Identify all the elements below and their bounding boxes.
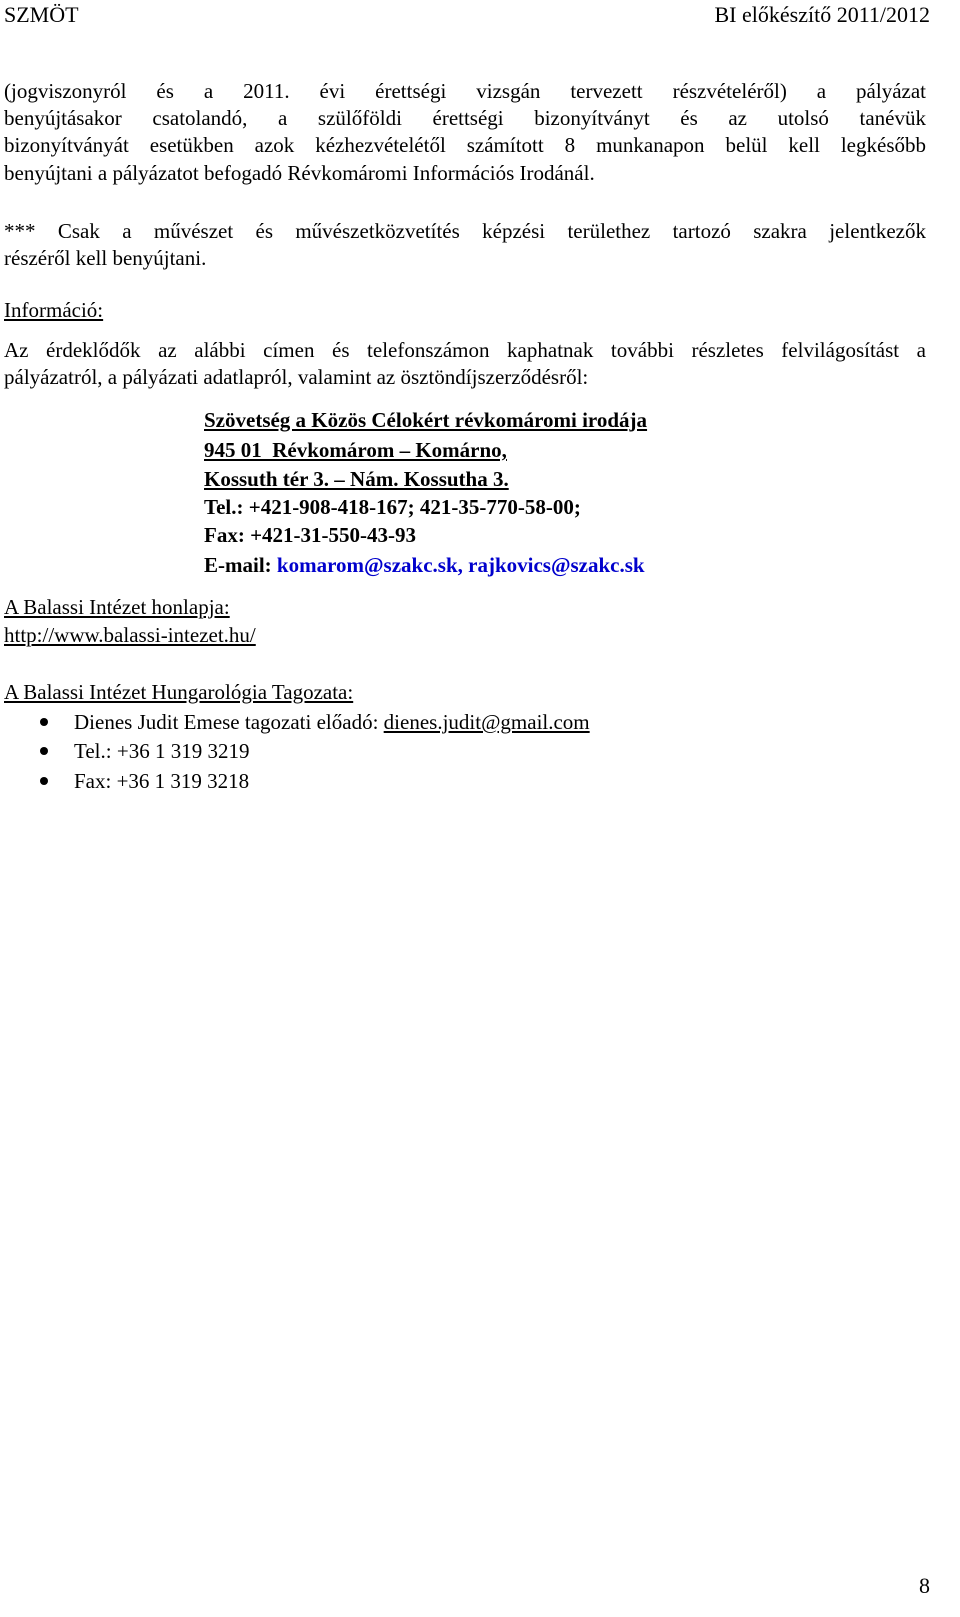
contact-email-link[interactable]: dienes.judit@gmail.com <box>383 710 590 734</box>
hungarology-heading: A Balassi Intézet Hungarológia Tagozata: <box>4 680 354 704</box>
office-fax: Fax: +421-31-550-43-93 <box>204 523 417 547</box>
info-line: Az érdeklődők az alábbi címen és telefonszámon kaphatnak további részletes felvilágosítást a <box>4 338 926 362</box>
office-email-label: E-mail: <box>204 553 277 577</box>
paragraph-line: benyújtani a pályázatot befogadó Révkomáromi Információs Irodánál. <box>4 161 595 185</box>
contact-phone: Tel.: +36 1 319 3219 <box>74 739 250 763</box>
note-line: *** Csak a művészet és művészetközvetítés képzési területhez tartozó szakra jelentkezők <box>4 219 926 243</box>
balassi-homepage-link[interactable]: http://www.balassi-intezet.hu/ <box>4 623 256 647</box>
office-postal: 945 01 Révkomárom – Komárno, <box>204 438 507 462</box>
note-line: részéről kell benyújtani. <box>4 246 207 270</box>
info-heading: Információ: <box>4 298 104 322</box>
office-email-link[interactable]: komarom@szakc.sk, rajkovics@szakc.sk <box>276 553 645 577</box>
office-phone: Tel.: +421-908-418-167; 421-35-770-58-00; <box>204 495 581 519</box>
paragraph-line: bizonyítványát esetükben azok kézhezvételétől számított 8 munkanapon belül kell legkésőbb <box>4 133 926 157</box>
contact-fax: Fax: +36 1 319 3218 <box>74 769 250 793</box>
page-number: 8 <box>919 1573 930 1598</box>
balassi-homepage-heading: A Balassi Intézet honlapja: <box>4 595 230 619</box>
list-item <box>40 709 590 735</box>
header-left-title: SZMÖT <box>4 2 79 27</box>
header-right-title: BI előkészítő 2011/2012 <box>714 2 930 27</box>
office-email-row <box>204 552 645 578</box>
paragraph-line: benyújtásakor csatolandó, a szülőföldi érettségi bizonyítványt és az utolsó tanévük <box>4 106 926 130</box>
office-street: Kossuth tér 3. – Nám. Kossutha 3. <box>204 467 509 491</box>
office-name: Szövetség a Közös Célokért révkomáromi irodája <box>204 408 648 432</box>
contact-prefix: Dienes Judit Emese tagozati előadó: <box>74 710 384 734</box>
bullet-icon <box>40 777 48 785</box>
paragraph-line: (jogviszonyról és a 2011. évi érettségi vizsgán tervezett részvételéről) a pályázat <box>4 79 926 103</box>
bullet-icon <box>40 718 48 726</box>
info-line: pályázatról, a pályázati adatlapról, valamint az ösztöndíjszerződésről: <box>4 365 589 389</box>
list-item <box>40 768 249 794</box>
bullet-icon <box>40 747 48 755</box>
list-item <box>40 738 249 764</box>
